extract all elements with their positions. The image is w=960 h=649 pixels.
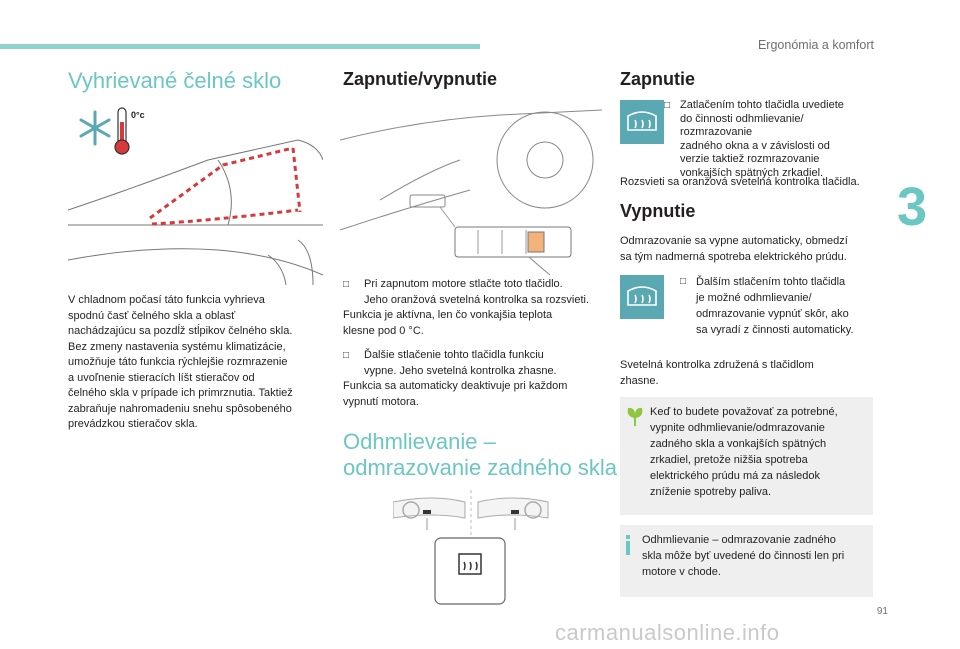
temperature-label: 0°c: [131, 110, 145, 120]
switch-on-title: Zapnutie: [620, 69, 695, 89]
header-accent-bar: [0, 44, 480, 49]
indicator-lamp-text: Svetelná kontrolka združená s tlačidlom zhasne.: [620, 359, 814, 387]
heated-windscreen-description: V chladnom počasí táto funkcia vyhrieva spodnú časť čelného skla a oblasť nachádzajúcu sa pozdĺž stĺpikov čelného skla. Bez zmeny nastavenia systému klimatizácie, umožňuje táto funkcia rýchlejšie rozmrazenie a uvoľnenie stieracích líšt stieračov od čelného skla v prípade ich primrznutia. Taktiež zabraňuje nahromadeniu snehu spôsobeného prevádzkou stieračov skla.: [68, 294, 293, 430]
watermark: carmanualsonline.info: [555, 620, 780, 645]
rear-defrost-icon: [626, 110, 658, 134]
switch-on-instruction: □ Zatlačením tohto tlačidla uvediete do činnosti odhmlievanie/ rozmrazovanie zadného okna a v závislosti od verzie taktiež rozmrazovanie vonkajších spätných zrkadiel.: [680, 99, 880, 180]
info-icon: [626, 535, 630, 555]
button-panel-zoom: [455, 227, 571, 257]
eco-tip-box: Keď to budete považovať za potrebné, vypnite odhmlievanie/odmrazovanie zadného skla a vonkajších spätných zrkadiel, pretože nižšia spotreba elektrického prúdu má za následok zníženie spotreby paliva.: [620, 397, 873, 515]
on-off-instructions: □ Pri zapnutom motore stlačte toto tlačidlo. Jeho oranžová svetelná kontrolka sa rozsvieti. Funkcia je aktívna, len čo vonkajšia teplota klesne pod 0 °C. □ Ďalšie stlačenie tohto tlačidla funkciu vypne. Jeho svetelná kontrolka zhasne. Funkcia sa automaticky deaktivuje pri každom vypnutí motora.: [343, 277, 605, 410]
dashboard-illustration: [340, 100, 602, 275]
heated-windscreen-title: Vyhrievané čelné sklo: [68, 68, 282, 93]
switch-on-lamp-text: Rozsvieti sa oranžová svetelná kontrolka tlačidla.: [620, 176, 860, 188]
rear-defrost-title: Odhmlievanie – odmrazovanie zadného skla: [343, 429, 617, 480]
rear-defrost-icon: [626, 285, 658, 309]
rear-defrost-panel-illustration: [393, 490, 553, 610]
page-number: 91: [876, 606, 888, 617]
snowflake-icon: [81, 112, 109, 144]
switch-off-title: Vypnutie: [620, 201, 696, 221]
chapter-number: 3: [897, 177, 928, 237]
windscreen-illustration: [68, 100, 323, 285]
on-off-title: Zapnutie/vypnutie: [343, 69, 498, 89]
rear-defrost-button-off[interactable]: [620, 275, 664, 319]
thermometer-icon: [115, 108, 129, 154]
switch-off-instruction: □ Ďalším stlačením tohto tlačidla je možné odhmlievanie/ odmrazovanie vypnúť skôr, ako sa vyradí z činnosti automaticky.: [696, 274, 886, 338]
info-note-box: Odhmlievanie – odmrazovanie zadného skla môže byť uvedené do činnosti len pri motore v chode.: [620, 525, 873, 597]
section-title: Ergonómia a komfort: [757, 38, 874, 52]
eco-leaf-icon: [626, 405, 644, 427]
switch-off-auto-text: Odmrazovanie sa vypne automaticky, obmedzí sa tým nadmerná spotreba elektrického prúdu.: [620, 235, 848, 263]
rear-defrost-button[interactable]: [620, 100, 664, 144]
